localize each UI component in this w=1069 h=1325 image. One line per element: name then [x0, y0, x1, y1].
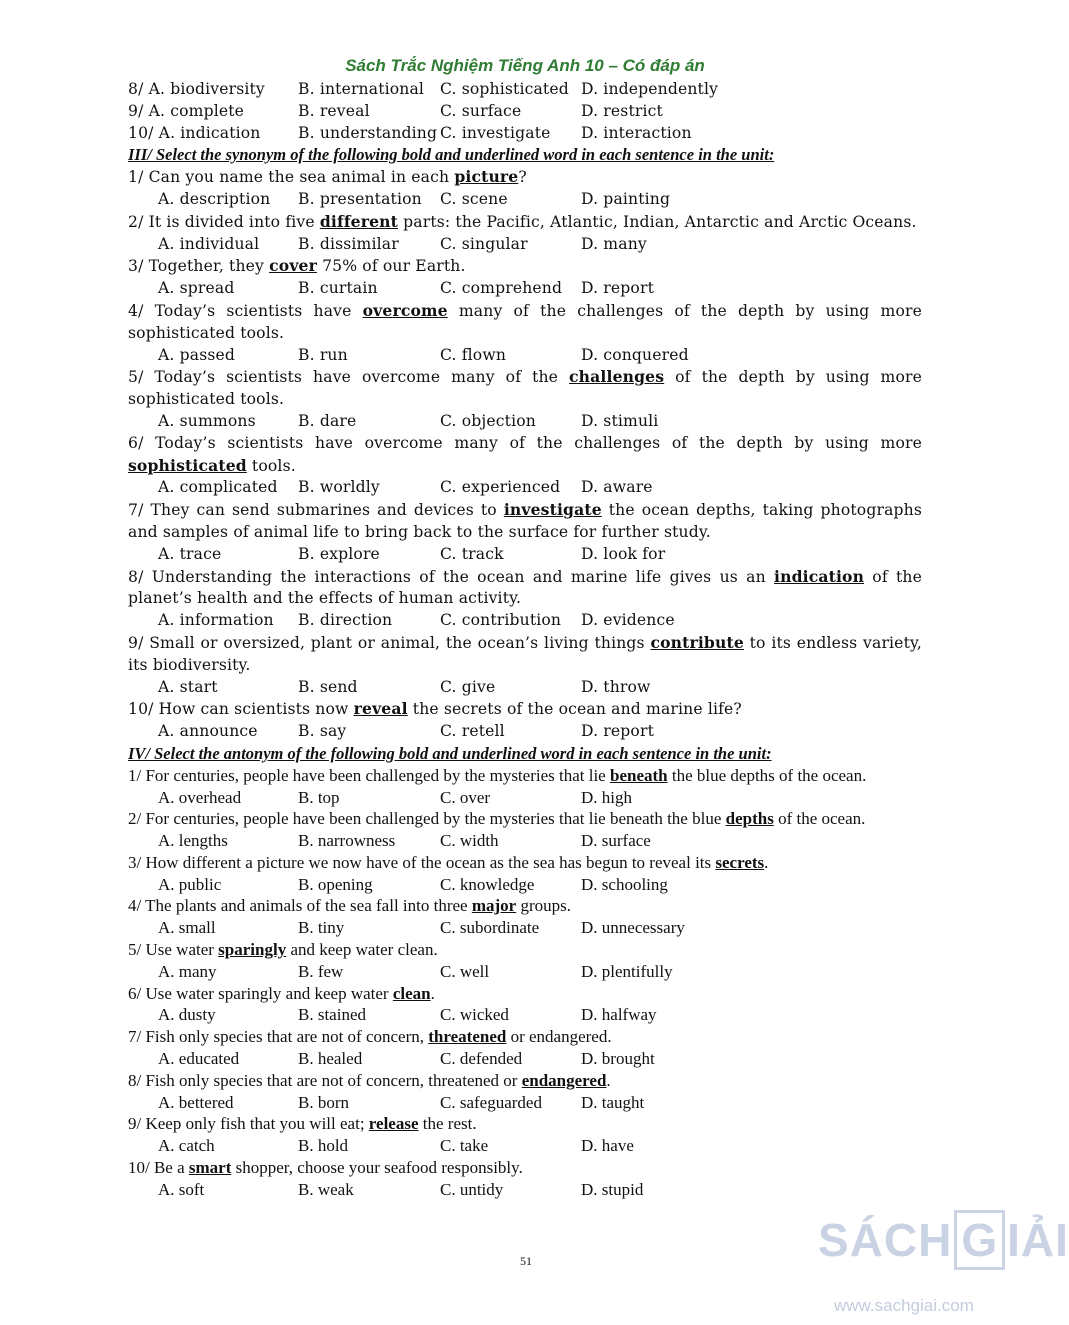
question: [128, 499, 922, 565]
question-stem: [128, 1070, 922, 1092]
option-c: C. knowledge: [440, 874, 535, 894]
answer-options: [128, 917, 922, 939]
option-b: B. international: [298, 80, 425, 98]
question-text: 8/ Fish only species that are not of concern, threatened or: [128, 1070, 522, 1090]
question: [128, 300, 922, 366]
question-stem: [128, 211, 922, 234]
keyword: smart: [188, 1158, 232, 1178]
question: [128, 939, 922, 983]
option-c: C. untidy: [440, 1179, 504, 1199]
question: [128, 808, 922, 852]
answer-options: [128, 961, 922, 983]
question-stem: [128, 983, 922, 1005]
option-a: A. start: [158, 677, 218, 696]
option-b: B. explore: [298, 544, 380, 563]
option-c: C. sophisticated: [440, 80, 569, 98]
option-a: A. dusty: [158, 1005, 216, 1025]
answer-options: [128, 278, 922, 300]
option-b: B. dissimilar: [298, 234, 399, 253]
watermark: [818, 1210, 1069, 1315]
option-c: C. wicked: [440, 1005, 509, 1025]
option-d: D. conquered: [581, 345, 689, 364]
option-d: D. throw: [581, 677, 651, 696]
question-text: 1/ For centuries, people have been challenged by the mysteries that lie: [128, 765, 610, 785]
answer-options: [128, 189, 922, 211]
question-text: tools.: [246, 456, 296, 475]
keyword: challenges: [569, 367, 665, 387]
question: [128, 1157, 922, 1201]
answer-options: [128, 610, 922, 632]
option-c: C. experienced: [440, 478, 561, 497]
option-c: C. comprehend: [440, 279, 563, 298]
question-text: groups.: [516, 896, 571, 916]
answer-options: [128, 544, 922, 566]
question-stem: [128, 1113, 922, 1135]
option-d: D. evidence: [581, 611, 675, 630]
page-header: Sách Trắc Nghiệm Tiếng Anh 10 – Có đáp án: [345, 56, 705, 75]
option-d: D. surface: [581, 831, 651, 851]
option-b: B. stained: [298, 1005, 366, 1025]
option-d: D. aware: [581, 478, 653, 497]
question-text: 2/ It is divided into five: [128, 212, 320, 231]
option-a: A. overhead: [158, 787, 242, 807]
option-b: B. run: [298, 345, 348, 364]
option-a: A. summons: [158, 411, 256, 430]
question-text: ?: [518, 168, 527, 187]
section-3-questions: [128, 166, 922, 743]
answer-options: [128, 234, 922, 256]
keyword: different: [319, 211, 399, 231]
answer-options: [128, 1179, 922, 1201]
question-text: 7/ Fish only species that are not of concern,: [128, 1027, 429, 1047]
option-a: A. public: [158, 874, 222, 894]
option-d: D. schooling: [581, 874, 668, 894]
answer-options: [128, 721, 922, 743]
prev-item-9: [128, 101, 922, 123]
option-d: D. look for: [581, 544, 666, 563]
question-text: or endangered.: [506, 1027, 612, 1047]
option-b: B. narrowness: [298, 831, 396, 851]
keyword: threatened: [428, 1027, 507, 1047]
option-d: D. stupid: [581, 1179, 644, 1199]
answer-options: [128, 345, 922, 367]
option-a: A. catch: [158, 1136, 215, 1156]
option-a: A. description: [158, 189, 271, 208]
option-b: B. weak: [298, 1179, 354, 1199]
question-text: many of the challenges of the depth by using more sophisticated tools.: [128, 301, 923, 342]
option-d: D. stimuli: [581, 411, 659, 430]
option-b: B. direction: [298, 611, 393, 630]
option-c: C. contribution: [440, 611, 562, 630]
question: [128, 255, 922, 300]
question-text: 7/ They can send submarines and devices to: [128, 501, 504, 520]
option-b: B. opening: [298, 874, 373, 894]
option-c: C. subordinate: [440, 918, 540, 938]
answer-options: [128, 411, 922, 433]
question-text: the rest.: [418, 1114, 477, 1134]
option-a: A. many: [158, 961, 217, 981]
question-stem: [128, 433, 922, 478]
keyword: indication: [774, 566, 865, 586]
question: [128, 852, 922, 896]
answer-options: [128, 1048, 922, 1070]
option-b: B. worldly: [298, 478, 380, 497]
question-text: 75% of our Earth.: [316, 257, 466, 276]
question-stem: [128, 698, 922, 721]
option-a: A. individual: [158, 234, 260, 253]
question: [128, 765, 922, 809]
section-3-heading: III/ Select the synonym of the following bold and underlined word in each sentence in the unit:: [128, 145, 775, 165]
watermark-logo: SÁCH G IẢI: [818, 1210, 1069, 1270]
question: [128, 1026, 922, 1070]
option-c: C. take: [440, 1136, 489, 1156]
question-stem: [128, 166, 922, 189]
option-d: D. unnecessary: [581, 918, 685, 938]
option-a: A. bettered: [158, 1092, 234, 1112]
option-b: B. curtain: [298, 279, 378, 298]
question: [128, 566, 922, 632]
keyword: endangered: [521, 1070, 607, 1090]
question: [128, 632, 922, 698]
option-d: D. painting: [581, 189, 671, 208]
answer-options: [128, 677, 922, 699]
question: [128, 698, 922, 743]
question-stem: [128, 808, 922, 830]
option-b: B. hold: [298, 1136, 349, 1156]
option-a: A. information: [158, 611, 274, 630]
option-d: D. brought: [581, 1049, 655, 1069]
page-number: 51: [520, 1254, 532, 1268]
question-stem: [128, 499, 922, 544]
option-b: B. top: [298, 787, 340, 807]
option-b: B. born: [298, 1092, 349, 1112]
option-c: C. defended: [440, 1049, 523, 1069]
question-text: 10/ Be a: [128, 1158, 189, 1178]
keyword: release: [368, 1114, 419, 1134]
question: [128, 983, 922, 1027]
option-d: D. many: [581, 234, 647, 253]
keyword: depths: [725, 809, 774, 829]
option-d: D. report: [581, 722, 654, 741]
answer-options: [128, 874, 922, 896]
option-d: D. have: [581, 1136, 634, 1156]
option-d: D. high: [581, 787, 632, 807]
keyword: cover: [269, 256, 317, 276]
keyword: sparingly: [218, 940, 287, 960]
option-c: C. singular: [440, 234, 528, 253]
answer-options: [128, 1135, 922, 1157]
option-d: D. plentifully: [581, 961, 673, 981]
question-text: 3/ How different a picture we now have of the ocean as the sea has begun to reveal its: [128, 852, 716, 872]
prev-item-10: [128, 123, 922, 145]
option-c: C. investigate: [440, 123, 551, 142]
question-text: 4/ Today’s scientists have: [128, 301, 363, 320]
keyword: beneath: [609, 765, 668, 785]
keyword: major: [471, 896, 517, 916]
question-text: 2/ For centuries, people have been challenged by the mysteries that lie beneath the blue: [128, 809, 726, 829]
question-text: .: [606, 1070, 611, 1090]
question-text: .: [430, 983, 435, 1003]
question-text: 6/ Use water sparingly and keep water: [128, 983, 393, 1003]
keyword: overcome: [362, 300, 448, 320]
question-stem: [128, 1026, 922, 1048]
option-b: B. presentation: [298, 189, 422, 208]
section-4-heading: IV/ Select the antonym of the following bold and underlined word in each sentence in the unit:: [128, 743, 772, 763]
question-text: 9/ Keep only fish that you will eat;: [128, 1114, 369, 1134]
question-text: to its endless variety, its biodiversity.: [128, 633, 922, 674]
question-stem: [128, 366, 922, 411]
question-text: .: [764, 852, 769, 872]
option-a: A. passed: [158, 345, 236, 364]
question-text: 4/ The plants and animals of the sea fall into three: [128, 896, 472, 916]
option-c: C. give: [440, 677, 496, 696]
option-d: D. restrict: [581, 101, 663, 120]
question-text: 6/ Today’s scientists have overcome many of the challenges of the depth by using more: [128, 433, 922, 452]
option-c: C. over: [440, 787, 491, 807]
keyword: clean: [392, 983, 431, 1003]
option-a: A. complicated: [158, 478, 278, 497]
question: [128, 1113, 922, 1157]
watermark-url: www.sachgiai.com: [834, 1296, 974, 1315]
option-b: B. tiny: [298, 918, 345, 938]
option-a: A. soft: [158, 1179, 205, 1199]
question-stem: [128, 895, 922, 917]
question: [128, 366, 922, 432]
prev-item-8: [128, 79, 922, 101]
answer-options: [128, 1004, 922, 1026]
question-text: 10/ How can scientists now: [128, 700, 354, 719]
question-text: the blue depths of the ocean.: [667, 765, 867, 785]
question-stem: [128, 939, 922, 961]
option-b: B. few: [298, 961, 344, 981]
question-text: 5/ Use water: [128, 940, 219, 960]
option-a: A. trace: [158, 544, 222, 563]
keyword: picture: [454, 167, 519, 187]
keyword: reveal: [353, 699, 408, 719]
question-stem: [128, 566, 922, 611]
keyword: investigate: [503, 500, 602, 520]
option-a: A. lengths: [158, 831, 228, 851]
option-b: B. reveal: [298, 101, 370, 120]
question: [128, 211, 922, 256]
option-c: C. safeguarded: [440, 1092, 542, 1112]
keyword: contribute: [650, 632, 744, 652]
question-text: shopper, choose your seafood responsibly.: [231, 1158, 523, 1178]
option-a: 10/ A. indication: [128, 123, 261, 142]
option-a: A. small: [158, 918, 216, 938]
question-stem: [128, 255, 922, 278]
option-c: C. objection: [440, 411, 536, 430]
option-c: C. flown: [440, 345, 507, 364]
question-text: the secrets of the ocean and marine life?: [407, 700, 742, 719]
page-content: [128, 79, 922, 1201]
option-c: C. track: [440, 544, 504, 563]
answer-options: [128, 830, 922, 852]
option-b: B. send: [298, 677, 358, 696]
option-c: C. retell: [440, 722, 505, 741]
question-text: 3/ Together, they: [128, 257, 270, 276]
option-b: B. say: [298, 722, 347, 741]
question: [128, 895, 922, 939]
keyword: sophisticated: [128, 455, 247, 475]
question-text: 9/ Small or oversized, plant or animal, the ocean’s living things: [128, 633, 651, 652]
option-a: A. educated: [158, 1049, 240, 1069]
keyword: secrets: [715, 852, 765, 872]
question-text: the ocean depths, taking photographs and samples of animal life to bring back to the surface for further study.: [128, 501, 922, 541]
question-stem: [128, 300, 922, 345]
option-c: C. width: [440, 831, 499, 851]
option-b: B. understanding: [298, 123, 438, 142]
option-d: D. independently: [581, 80, 719, 98]
option-c: C. surface: [440, 101, 522, 120]
option-d: D. interaction: [581, 123, 692, 142]
section-4-questions: [128, 765, 922, 1201]
question-stem: [128, 1157, 922, 1179]
question: [128, 166, 922, 211]
question: [128, 433, 922, 499]
question-text: 5/ Today’s scientists have overcome many of the: [128, 368, 570, 387]
option-c: C. scene: [440, 189, 508, 208]
question-stem: [128, 632, 922, 677]
question-text: of the planet’s health and the effects of human activity.: [128, 567, 922, 608]
question-text: 8/ Understanding the interactions of the ocean and marine life gives us an: [128, 567, 775, 586]
option-b: B. healed: [298, 1049, 363, 1069]
option-d: D. taught: [581, 1092, 645, 1112]
question: [128, 1070, 922, 1114]
question-text: of the depth by using more sophisticated tools.: [128, 368, 923, 409]
answer-options: [128, 477, 922, 499]
answer-options: [128, 787, 922, 809]
question-text: of the ocean.: [773, 809, 866, 829]
option-a: 9/ A. complete: [128, 101, 245, 120]
option-b: B. dare: [298, 411, 357, 430]
question-text: parts: the Pacific, Atlantic, Indian, Antarctic and Arctic Oceans.: [398, 212, 917, 231]
option-a: A. spread: [158, 279, 235, 298]
question-stem: [128, 765, 922, 787]
answer-options: [128, 1092, 922, 1114]
option-d: D. report: [581, 279, 654, 298]
option-a: A. announce: [158, 722, 258, 741]
question-text: and keep water clean.: [286, 940, 438, 960]
option-c: C. well: [440, 961, 490, 981]
option-a: 8/ A. biodiversity: [128, 80, 265, 98]
option-d: D. halfway: [581, 1005, 657, 1025]
question-stem: [128, 852, 922, 874]
question-text: 1/ Can you name the sea animal in each: [128, 168, 455, 187]
